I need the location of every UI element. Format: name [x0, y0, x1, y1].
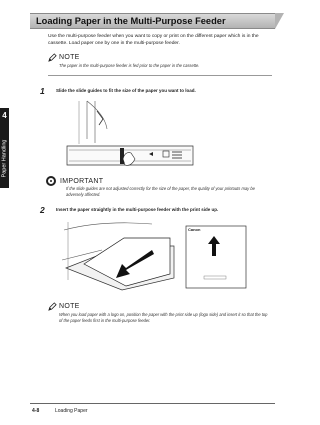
- chapter-number: 4: [2, 111, 7, 120]
- step-number: 2: [40, 205, 45, 215]
- slide-guides-illustration: [65, 99, 195, 171]
- important-heading: IMPORTANT: [60, 178, 104, 185]
- note-pencil-icon: [48, 302, 57, 311]
- important-text: If the slide guides are not adjusted correctly for the size of the paper, the quality of your printouts may be adversely affected.: [66, 186, 255, 197]
- intro-paragraph: Use the multi-purpose feeder when you want to copy or print on the different paper which is in the cassette. Load paper one by one in the multi-purpose feeder.: [48, 34, 259, 46]
- note-text: When you load paper with a logo on, position the paper with the print side up (logo side) and insert it so that the top of the paper feeds first in the multi-purpose feeder.: [59, 312, 268, 323]
- step-number: 1: [40, 86, 45, 96]
- note-pencil-icon: [48, 53, 57, 62]
- footer-rule: [30, 403, 275, 404]
- step-text: Insert the paper straightly in the multi-purpose feeder with the print side up.: [56, 207, 219, 212]
- section-title-banner: [30, 13, 275, 29]
- note-heading: NOTE: [59, 54, 80, 61]
- divider: [48, 75, 272, 76]
- insert-paper-illustration: [62, 220, 262, 292]
- important-icon: [46, 176, 56, 186]
- section-title: Loading Paper in the Multi-Purpose Feeder: [36, 16, 226, 26]
- paper-logo-text: Canon: [188, 227, 201, 232]
- note-text: The paper in the multi-purpose feeder is fed prior to the paper in the cassette.: [59, 63, 200, 68]
- footer-title: Loading Paper: [55, 408, 88, 414]
- chapter-title: Paper Handling: [1, 139, 8, 178]
- step-text: Slide the slide guides to fit the size of the paper you want to load.: [56, 88, 196, 93]
- note-heading: NOTE: [59, 303, 80, 310]
- page-number: 4-8: [32, 408, 40, 414]
